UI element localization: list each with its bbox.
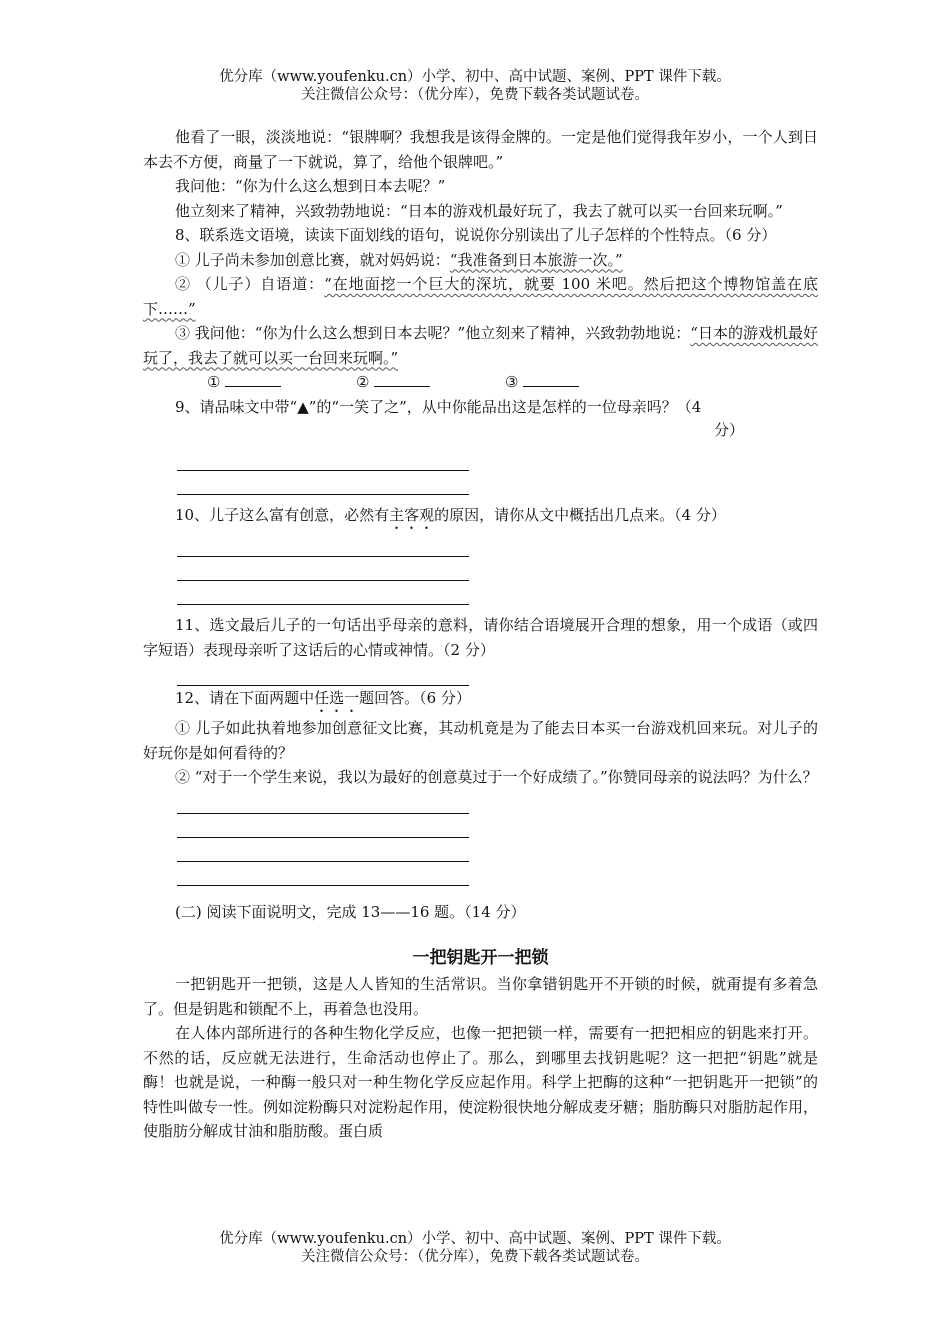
article-paragraph: 一把钥匙开一把锁，这是人人皆知的生活常识。当你拿错钥匙开不开锁的时候，就甭提有多着急了。但是钥匙和锁配不上，再着急也没用。 [143, 975, 818, 1018]
page-header [0, 68, 950, 104]
question-8-stem: 8、联系选文语境，读读下面划线的语句，说说你分别读出了儿子怎样的个性特点。（6 分） [175, 226, 777, 244]
question-11-stem: 11、选文最后儿子的一句话出乎母亲的意料，请你结合语境展开合理的想象，用一个成语（或四字短语）表现母亲听了这话后的心情或神情。（2 分） [143, 616, 818, 659]
answer-line[interactable] [177, 838, 469, 862]
answer-line[interactable] [177, 447, 469, 471]
emphasis-dots: 主客观 [389, 506, 435, 524]
answer-line[interactable] [177, 533, 469, 557]
answer-line[interactable] [177, 581, 469, 605]
question-8-item-1: ① 儿子尚未参加创意比赛，就对妈妈说：“我准备到日本旅游一次。” [175, 250, 623, 269]
header-line-1: 优分库（www.youfenku.cn）小学、初中、高中试题、案例、PPT 课件下载。 [219, 69, 731, 85]
question-12-stem: 12、请在下面两题中任选一题回答。（6 分） [175, 689, 471, 707]
question-10-stem: 10、儿子这么富有创意，必然有主客观的原因，请你从文中概括出几点来。（4 分） [175, 506, 726, 524]
answer-line[interactable] [177, 662, 469, 686]
answer-blank[interactable] [225, 372, 281, 387]
emphasis-dots: 任选一 [314, 689, 360, 707]
question-9-score: 分） [713, 421, 744, 439]
answer-line[interactable] [177, 557, 469, 581]
answer-line[interactable] [177, 862, 469, 886]
question-9-stem: 9、请品味文中带“▲”的“一笑了之”，从中你能品出这是怎样的一位母亲吗？（4 [175, 397, 702, 416]
underlined-sentence: “在地面挖一个巨大的深坑，就要 100 米吧。然后把这个博物馆盖在底下……” [143, 275, 818, 318]
question-8-blanks: ① ② ③ [143, 370, 818, 395]
footer-line-1: 优分库（www.youfenku.cn）小学、初中、高中试题、案例、PPT 课件下载。 [219, 1231, 731, 1247]
page-footer [0, 1230, 950, 1266]
article-title: 一把钥匙开一把锁 [412, 948, 549, 968]
passage-paragraph: 他立刻来了精神，兴致勃勃地说：“日本的游戏机最好玩了，我去了就可以买一台回来玩啊。” [175, 201, 783, 220]
article-paragraph: 在人体内部所进行的各种生物化学反应，也像一把把锁一样，需要有一把把相应的钥匙来打开。不然的话，反应就无法进行，生命活动也停止了。那么，到哪里去找钥匙呢？这一把把“钥匙”就是酶！也就是说，一种酶一般只对一种生物化学反应起作用。科学上把酶的这种“一把钥匙开一把锁”的特性叫做专一性。例如淀粉酶只对淀粉起作用，使淀粉很快地分解成麦牙糖；脂肪酶只对脂肪起作用，使脂肪分解成甘油和脂肪酸。蛋白质 [143, 1024, 819, 1140]
footer-line-2: 关注微信公众号：（优分库），免费下载各类试题试卷。 [301, 1249, 649, 1265]
answer-line[interactable] [177, 471, 469, 495]
section-2-intro: (二) 阅读下面说明文，完成 13——16 题。（14 分） [175, 902, 526, 921]
answer-line[interactable] [177, 790, 469, 814]
question-8-item-3: ③ 我问他：“你为什么这么想到日本去呢？”他立刻来了精神，兴致勃勃地说：“日本的游戏机最好玩了，我去了就可以买一台回来玩啊。” [143, 324, 819, 367]
question-8-item-2: ② （儿子）自语道：“在地面挖一个巨大的深坑，就要 100 米吧。然后把这个博物馆盖在底下……” [143, 275, 818, 318]
question-12-option-1: ① 儿子如此执着地参加创意征文比赛，其动机竟是为了能去日本买一台游戏机回来玩。对儿子的好玩你是如何看待的？ [143, 719, 818, 762]
answer-blank[interactable] [523, 372, 579, 387]
answer-line[interactable] [177, 814, 469, 838]
header-line-2: 关注微信公众号：（优分库），免费下载各类试题试卷。 [301, 87, 649, 103]
answer-blank[interactable] [374, 372, 430, 387]
question-12-option-2: ② “对于一个学生来说，我以为最好的创意莫过于一个好成绩了。”你赞同母亲的说法吗？为什么？ [175, 768, 818, 786]
passage-paragraph: 他看了一眼，淡淡地说：“银牌啊？我想我是该得金牌的。一定是他们觉得我年岁小，一个人到日本去不方便，商量了一下就说，算了，给他个银牌吧。” [143, 128, 818, 171]
underlined-sentence: “日本的游戏机最好玩了，我去了就可以买一台回来玩啊。” [143, 324, 819, 367]
underlined-sentence: “我准备到日本旅游一次。” [449, 250, 623, 269]
passage-paragraph: 我问他：“你为什么这么想到日本去呢？” [175, 177, 446, 195]
document-body [143, 125, 818, 1144]
